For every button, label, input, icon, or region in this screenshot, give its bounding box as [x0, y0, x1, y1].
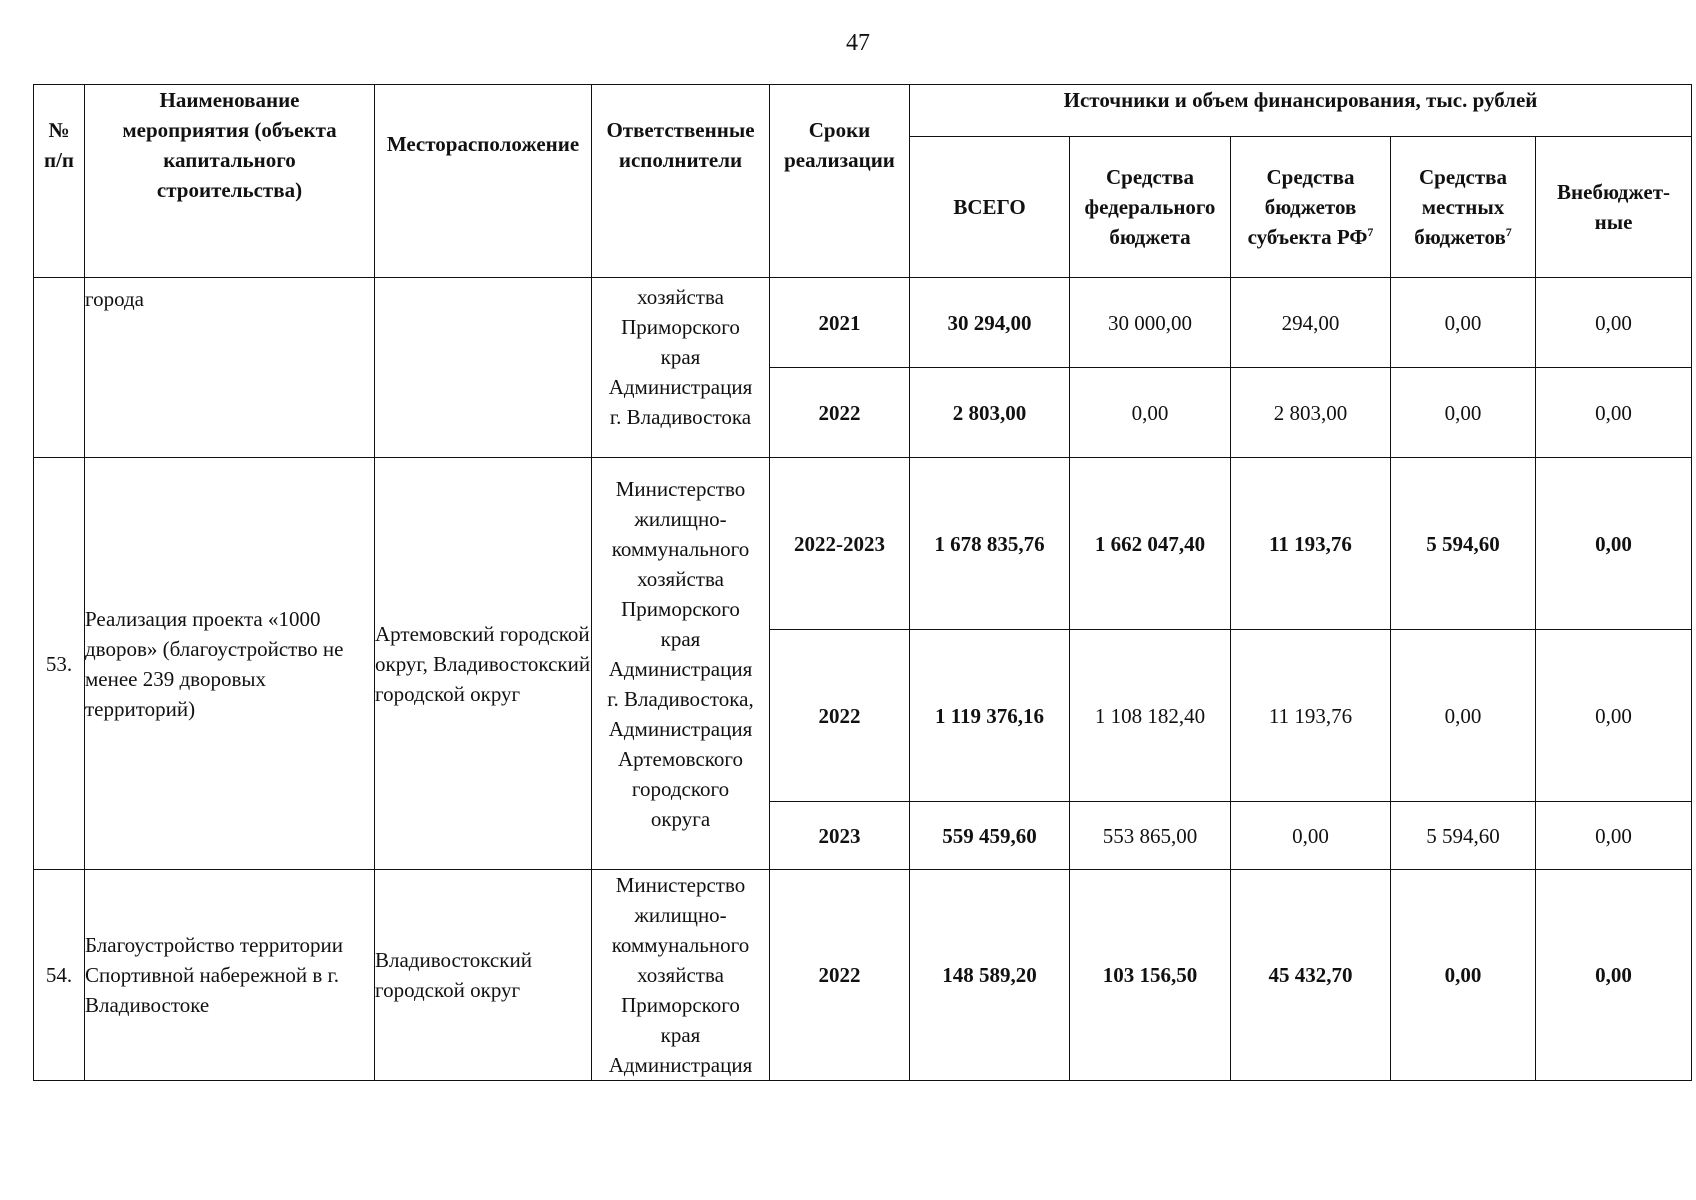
subject-cell: 11 193,76	[1231, 458, 1391, 630]
local-cell: 0,00	[1391, 630, 1536, 802]
total-cell: 30 294,00	[910, 278, 1070, 368]
total-cell: 559 459,60	[910, 802, 1070, 870]
subject-cell: 294,00	[1231, 278, 1391, 368]
row-num-cell: 53.	[34, 458, 85, 870]
financing-table	[33, 84, 1692, 1081]
extra-cell: 0,00	[1536, 802, 1692, 870]
federal-cell: 553 865,00	[1070, 802, 1231, 870]
year-cell: 2022	[770, 368, 910, 458]
subject-cell: 2 803,00	[1231, 368, 1391, 458]
table-row	[34, 870, 1692, 1081]
federal-cell: 1 108 182,40	[1070, 630, 1231, 802]
extra-cell: 0,00	[1536, 368, 1692, 458]
row-location-cell	[375, 278, 592, 458]
row-responsible-cell: Министерство жилищно- коммунального хозяйства Приморского края Администрация	[592, 870, 770, 1081]
extra-cell: 0,00	[1536, 278, 1692, 368]
row-responsible-cell: хозяйства Приморского края Администрация г. Владивостока	[592, 278, 770, 458]
header-total: ВСЕГО	[910, 137, 1070, 278]
total-cell: 2 803,00	[910, 368, 1070, 458]
header-num: № п/п	[34, 85, 85, 278]
header-local: Средства местных бюджетов$^7$	[1391, 137, 1536, 278]
subject-cell: 11 193,76	[1231, 630, 1391, 802]
total-cell: 1 678 835,76	[910, 458, 1070, 630]
header-location: Месторасположение	[375, 85, 592, 278]
year-cell: 2023	[770, 802, 910, 870]
header-financing: Источники и объем финансирования, тыс. рублей	[910, 85, 1692, 137]
header-subject: Средства бюджетов субъекта $РФ^7$	[1231, 137, 1391, 278]
row-location-cell: Артемовский городской округ, Владивостокский городской округ	[375, 458, 592, 870]
row-location-cell: Владивостокский городской округ	[375, 870, 592, 1081]
header-extra: Внебюджет- ные	[1536, 137, 1692, 278]
local-cell: 5 594,60	[1391, 802, 1536, 870]
subject-cell: 45 432,70	[1231, 870, 1391, 1081]
federal-cell: 30 000,00	[1070, 278, 1231, 368]
table-row	[34, 278, 1692, 368]
extra-cell: 0,00	[1536, 870, 1692, 1081]
local-cell: 0,00	[1391, 368, 1536, 458]
row-name-cell: Благоустройство территории Спортивной набережной в г. Владивостоке	[85, 870, 375, 1081]
federal-cell: 103 156,50	[1070, 870, 1231, 1081]
row-name-cell: города	[85, 278, 375, 458]
local-cell: 0,00	[1391, 278, 1536, 368]
header-name: Наименование мероприятия (объекта капитального строительства)	[85, 85, 375, 278]
year-cell: 2022	[770, 870, 910, 1081]
subject-cell: 0,00	[1231, 802, 1391, 870]
row-responsible-cell: Министерство жилищно- коммунального хозяйства Приморского края Администрация г. Владивостока, Администрация Артемовского городского округа	[592, 458, 770, 870]
federal-cell: 1 662 047,40	[1070, 458, 1231, 630]
extra-cell: 0,00	[1536, 458, 1692, 630]
page-number: 47	[846, 30, 870, 56]
row-num-cell	[34, 278, 85, 458]
year-cell: 2021	[770, 278, 910, 368]
local-cell: 0,00	[1391, 870, 1536, 1081]
extra-cell: 0,00	[1536, 630, 1692, 802]
total-cell: 1 119 376,16	[910, 630, 1070, 802]
header-terms: Сроки реализации	[770, 85, 910, 278]
header-row-1	[34, 85, 1692, 137]
total-cell: 148 589,20	[910, 870, 1070, 1081]
header-federal: Средства федерального бюджета	[1070, 137, 1231, 278]
row-name-cell: Реализация проекта «1000 дворов» (благоустройство не менее 239 дворовых территорий)	[85, 458, 375, 870]
local-cell: 5 594,60	[1391, 458, 1536, 630]
year-cell: 2022	[770, 630, 910, 802]
row-num-cell: 54.	[34, 870, 85, 1081]
table-row	[34, 458, 1692, 630]
federal-cell: 0,00	[1070, 368, 1231, 458]
year-cell: 2022-2023	[770, 458, 910, 630]
header-responsible: Ответственные исполнители	[592, 85, 770, 278]
